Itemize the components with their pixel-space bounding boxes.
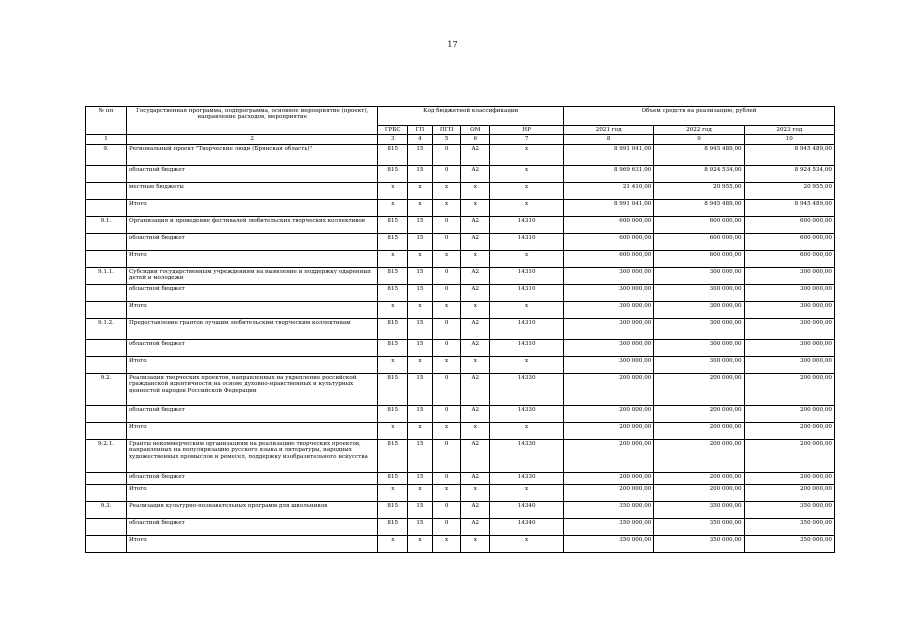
grbs-cell: x [378,199,408,216]
nr-cell: x [490,165,564,182]
column-number-row [86,135,835,144]
pgp-cell: x [432,422,461,439]
row-number-cell [86,518,127,535]
amount-2021-cell: 200 000,00 [564,405,654,422]
row-number-cell [86,356,127,373]
om-cell: A2 [461,472,490,484]
table-row [86,373,835,405]
amount-2022-cell: 300 000,00 [654,301,744,318]
column-number: 10 [744,135,834,144]
row-name-cell: Предоставление грантов лучшим любительским творческим коллективам [127,318,378,339]
gp-cell: 15 [408,518,433,535]
amount-2023-cell: 600 000,00 [744,233,834,250]
amount-2022-cell: 200 000,00 [654,472,744,484]
amount-2022-cell: 200 000,00 [654,439,744,472]
row-name-cell: областной бюджет [127,518,378,535]
amount-2021-cell: 300 000,00 [564,356,654,373]
grbs-cell: 815 [378,373,408,405]
amount-2023-cell: 600 000,00 [744,216,834,233]
row-number-cell [86,233,127,250]
column-number: 3 [378,135,408,144]
nr-cell: 14340 [490,501,564,518]
om-cell: x [461,535,490,552]
amount-2022-cell: 20 955,00 [654,182,744,199]
amount-2023-cell: 200 000,00 [744,439,834,472]
amount-2023-cell: 200 000,00 [744,405,834,422]
pgp-cell: x [432,484,461,501]
gp-cell: x [408,484,433,501]
nr-cell: 14310 [490,284,564,301]
row-name-cell: Итого [127,422,378,439]
amount-2023-cell: 200 000,00 [744,373,834,405]
row-name-cell: областной бюджет [127,233,378,250]
gp-cell: 15 [408,318,433,339]
om-cell: x [461,250,490,267]
amount-2022-cell: 200 000,00 [654,484,744,501]
grbs-cell: x [378,356,408,373]
table-row [86,267,835,284]
grbs-cell: 815 [378,267,408,284]
row-name-cell: областной бюджет [127,284,378,301]
amount-2021-cell: 200 000,00 [564,484,654,501]
amount-2022-cell: 8 924 534,00 [654,165,744,182]
column-number: 4 [408,135,433,144]
grbs-cell: x [378,484,408,501]
pgp-cell: 0 [432,267,461,284]
pgp-cell: x [432,199,461,216]
row-number-cell [86,484,127,501]
header-year-2022: 2022 год [654,126,744,135]
amount-2022-cell: 200 000,00 [654,422,744,439]
table-row [86,216,835,233]
grbs-cell: 815 [378,518,408,535]
nr-cell: x [490,484,564,501]
pgp-cell: x [432,182,461,199]
amount-2023-cell: 8 945 489,00 [744,199,834,216]
row-number-cell [86,250,127,267]
row-number-cell [86,199,127,216]
gp-cell: 15 [408,144,433,165]
header-amount: Объем средств на реализацию, рублей [564,107,835,126]
row-number-cell: 9.2. [86,373,127,405]
amount-2023-cell: 300 000,00 [744,318,834,339]
amount-2023-cell: 600 000,00 [744,250,834,267]
amount-2022-cell: 600 000,00 [654,216,744,233]
row-name-cell: Итого [127,301,378,318]
row-number-cell [86,301,127,318]
grbs-cell: x [378,250,408,267]
row-name-cell: Итого [127,484,378,501]
amount-2022-cell: 600 000,00 [654,233,744,250]
grbs-cell: 815 [378,501,408,518]
nr-cell: x [490,535,564,552]
row-number-cell [86,472,127,484]
om-cell: A2 [461,284,490,301]
column-number: 6 [461,135,490,144]
gp-cell: 15 [408,439,433,472]
amount-2023-cell: 350 000,00 [744,518,834,535]
amount-2021-cell: 600 000,00 [564,250,654,267]
row-number-cell [86,165,127,182]
row-name-cell: Итого [127,356,378,373]
row-name-cell: Итого [127,250,378,267]
grbs-cell: 815 [378,318,408,339]
gp-cell: x [408,422,433,439]
header-year-2023: 2023 год [744,126,834,135]
amount-2022-cell: 200 000,00 [654,405,744,422]
row-name-cell: Региональный проект "Творческие люди (Брянская область)" [127,144,378,165]
gp-cell: 15 [408,339,433,356]
amount-2022-cell: 200 000,00 [654,373,744,405]
row-number-cell: 9.1.1. [86,267,127,284]
row-name-cell: областной бюджет [127,405,378,422]
gp-cell: x [408,535,433,552]
amount-2021-cell: 200 000,00 [564,472,654,484]
om-cell: A2 [461,405,490,422]
om-cell: x [461,301,490,318]
amount-2021-cell: 350 000,00 [564,518,654,535]
nr-cell: x [490,199,564,216]
amount-2021-cell: 200 000,00 [564,439,654,472]
nr-cell: 14340 [490,518,564,535]
pgp-cell: 0 [432,144,461,165]
gp-cell: 15 [408,501,433,518]
amount-2023-cell: 300 000,00 [744,356,834,373]
gp-cell: x [408,250,433,267]
nr-cell: x [490,422,564,439]
nr-cell: x [490,301,564,318]
row-number-cell: 9.3. [86,501,127,518]
row-name-cell: местные бюджеты [127,182,378,199]
pgp-cell: 0 [432,405,461,422]
nr-cell: 14310 [490,339,564,356]
grbs-cell: 815 [378,339,408,356]
amount-2023-cell: 20 955,00 [744,182,834,199]
om-cell: A2 [461,165,490,182]
pgp-cell: x [432,301,461,318]
pgp-cell: 0 [432,501,461,518]
om-cell: A2 [461,267,490,284]
om-cell: A2 [461,318,490,339]
amount-2021-cell: 300 000,00 [564,267,654,284]
row-number-cell: 9.1. [86,216,127,233]
grbs-cell: 815 [378,405,408,422]
row-number-cell: 9. [86,144,127,165]
amount-2022-cell: 350 000,00 [654,535,744,552]
pgp-cell: x [432,356,461,373]
column-number: 2 [127,135,378,144]
table-row [86,182,835,199]
header-pgp: ПГП [432,126,461,135]
row-name-cell: Итого [127,535,378,552]
grbs-cell: x [378,182,408,199]
om-cell: A2 [461,518,490,535]
amount-2023-cell: 200 000,00 [744,484,834,501]
nr-cell: 14330 [490,472,564,484]
gp-cell: x [408,199,433,216]
om-cell: A2 [461,144,490,165]
amount-2023-cell: 350 000,00 [744,501,834,518]
page-number: 17 [447,40,458,49]
table-row [86,284,835,301]
amount-2021-cell: 200 000,00 [564,422,654,439]
gp-cell: x [408,301,433,318]
column-number: 9 [654,135,744,144]
pgp-cell: 0 [432,373,461,405]
row-name-cell: областной бюджет [127,165,378,182]
amount-2022-cell: 300 000,00 [654,267,744,284]
row-number-cell [86,422,127,439]
header-name: Государственная программа, подпрограмма, основное мероприятие (проект), направление расходов, мероприятие [127,107,378,135]
amount-2022-cell: 300 000,00 [654,339,744,356]
table-row [86,318,835,339]
row-name-cell: Итого [127,199,378,216]
header-gp: ГП [408,126,433,135]
gp-cell: 15 [408,284,433,301]
row-name-cell: Реализация творческих проектов, направленных на укрепление российской гражданской идентичности на основе духовно-нравственных и культурных ценностей народов Российской Федерации [127,373,378,405]
amount-2021-cell: 300 000,00 [564,301,654,318]
pgp-cell: 0 [432,472,461,484]
om-cell: x [461,356,490,373]
nr-cell: 14330 [490,373,564,405]
amount-2021-cell: 300 000,00 [564,284,654,301]
nr-cell: 14330 [490,405,564,422]
table-row [86,339,835,356]
table-row [86,501,835,518]
amount-2023-cell: 200 000,00 [744,422,834,439]
grbs-cell: 815 [378,144,408,165]
amount-2021-cell: 8 969 631,00 [564,165,654,182]
gp-cell: 15 [408,233,433,250]
nr-cell: 14310 [490,216,564,233]
om-cell: A2 [461,339,490,356]
grbs-cell: x [378,422,408,439]
row-number-cell [86,339,127,356]
pgp-cell: 0 [432,233,461,250]
header-kbk: Код бюджетной классификации [378,107,564,126]
column-number: 1 [86,135,127,144]
row-name-cell: областной бюджет [127,339,378,356]
amount-2023-cell: 300 000,00 [744,339,834,356]
pgp-cell: 0 [432,318,461,339]
amount-2023-cell: 300 000,00 [744,284,834,301]
amount-2022-cell: 300 000,00 [654,356,744,373]
om-cell: A2 [461,216,490,233]
header-nr: НР [490,126,564,135]
pgp-cell: 0 [432,216,461,233]
amount-2022-cell: 300 000,00 [654,318,744,339]
nr-cell: 14310 [490,233,564,250]
om-cell: x [461,484,490,501]
row-number-cell [86,284,127,301]
grbs-cell: 815 [378,233,408,250]
amount-2023-cell: 300 000,00 [744,301,834,318]
table-row [86,233,835,250]
grbs-cell: 815 [378,284,408,301]
amount-2021-cell: 8 991 041,00 [564,199,654,216]
om-cell: A2 [461,439,490,472]
header-grbs: ГРБС [378,126,408,135]
table-row [86,144,835,165]
grbs-cell: 815 [378,472,408,484]
amount-2021-cell: 350 000,00 [564,535,654,552]
amount-2021-cell: 600 000,00 [564,216,654,233]
gp-cell: 15 [408,165,433,182]
om-cell: x [461,422,490,439]
amount-2022-cell: 350 000,00 [654,518,744,535]
amount-2021-cell: 600 000,00 [564,233,654,250]
table-row [86,301,835,318]
nr-cell: x [490,356,564,373]
table-row [86,250,835,267]
om-cell: x [461,199,490,216]
table-row [86,165,835,182]
row-number-cell [86,535,127,552]
row-number-cell [86,182,127,199]
pgp-cell: x [432,250,461,267]
table-row [86,356,835,373]
nr-cell: 14310 [490,267,564,284]
amount-2022-cell: 300 000,00 [654,284,744,301]
amount-2021-cell: 300 000,00 [564,318,654,339]
amount-2022-cell: 8 945 489,00 [654,199,744,216]
om-cell: A2 [461,233,490,250]
amount-2023-cell: 8 924 534,00 [744,165,834,182]
header-number: № пп [86,107,127,135]
nr-cell: 14310 [490,318,564,339]
amount-2023-cell: 350 000,00 [744,535,834,552]
gp-cell: 15 [408,472,433,484]
amount-2021-cell: 8 991 041,00 [564,144,654,165]
gp-cell: x [408,356,433,373]
nr-cell: x [490,182,564,199]
table-row [86,199,835,216]
amount-2023-cell: 300 000,00 [744,267,834,284]
header-om: ОМ [461,126,490,135]
gp-cell: 15 [408,216,433,233]
grbs-cell: x [378,535,408,552]
nr-cell: x [490,250,564,267]
pgp-cell: 0 [432,284,461,301]
grbs-cell: 815 [378,216,408,233]
om-cell: A2 [461,501,490,518]
om-cell: A2 [461,373,490,405]
pgp-cell: 0 [432,439,461,472]
row-name-cell: Организация и проведение фестивалей любительских творческих коллективов [127,216,378,233]
table-row [86,518,835,535]
row-number-cell: 9.2.1. [86,439,127,472]
gp-cell: 15 [408,373,433,405]
table-row [86,535,835,552]
budget-table [85,106,835,553]
nr-cell: x [490,144,564,165]
gp-cell: 15 [408,267,433,284]
row-name-cell: Гранты некоммерческим организациям на реализацию творческих проектов, направленных на популяризацию русского языка и литературы, народных художественных промыслов и ремесел, поддержку изобразительного искусства [127,439,378,472]
amount-2022-cell: 8 945 489,00 [654,144,744,165]
amount-2023-cell: 8 945 489,00 [744,144,834,165]
grbs-cell: 815 [378,439,408,472]
amount-2021-cell: 200 000,00 [564,373,654,405]
amount-2021-cell: 300 000,00 [564,339,654,356]
row-name-cell: областной бюджет [127,472,378,484]
row-number-cell [86,405,127,422]
grbs-cell: x [378,301,408,318]
table-row [86,405,835,422]
amount-2021-cell: 21 410,00 [564,182,654,199]
table-row [86,422,835,439]
pgp-cell: 0 [432,339,461,356]
gp-cell: 15 [408,405,433,422]
amount-2021-cell: 350 000,00 [564,501,654,518]
pgp-cell: 0 [432,518,461,535]
pgp-cell: 0 [432,165,461,182]
amount-2023-cell: 200 000,00 [744,472,834,484]
column-number: 7 [490,135,564,144]
table-row [86,472,835,484]
row-name-cell: Реализация культурно-познавательных программ для школьников [127,501,378,518]
row-name-cell: Субсидии государственным учреждениям на выявление и поддержку одаренных детей и молодежи [127,267,378,284]
table-row [86,439,835,472]
nr-cell: 14330 [490,439,564,472]
row-number-cell: 9.1.2. [86,318,127,339]
om-cell: x [461,182,490,199]
column-number: 5 [432,135,461,144]
gp-cell: x [408,182,433,199]
pgp-cell: x [432,535,461,552]
table-row [86,484,835,501]
grbs-cell: 815 [378,165,408,182]
column-number: 8 [564,135,654,144]
amount-2022-cell: 600 000,00 [654,250,744,267]
header-year-2021: 2021 год [564,126,654,135]
amount-2022-cell: 350 000,00 [654,501,744,518]
